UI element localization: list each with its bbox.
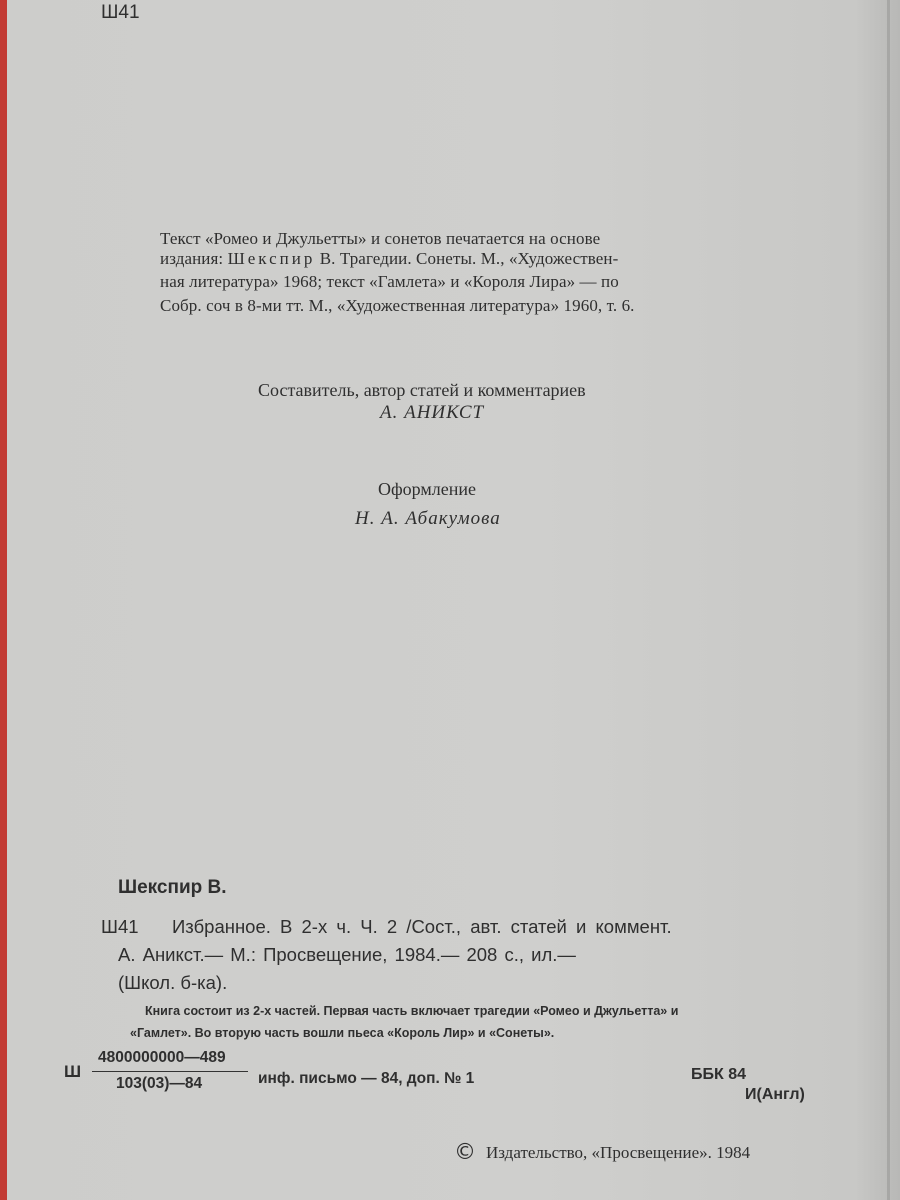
annotation-line-2: «Гамлет». Во вторую часть вошли пьеса «Король Лир» и «Сонеты». bbox=[130, 1026, 555, 1040]
compiler-name: А. АНИКСТ bbox=[380, 402, 485, 423]
source-note-line-1: Текст «Ромео и Джульетты» и сонетов печатается на основе bbox=[160, 229, 601, 248]
copyright-text: Издательство, «Просвещение». 1984 bbox=[486, 1143, 751, 1162]
fraction-line bbox=[92, 1071, 248, 1072]
annotation-line-1: Книга состоит из 2-х частей. Первая часть включает трагедии «Ромео и Джульетта» и bbox=[145, 1004, 679, 1018]
spaced-author-name: Шекспир bbox=[227, 249, 316, 268]
bbk-code: ББК 84 bbox=[691, 1066, 747, 1083]
book-spine-edge bbox=[0, 0, 7, 1200]
compiler-role: Составитель, автор статей и комментариев bbox=[258, 380, 586, 400]
index-denominator: 103(03)—84 bbox=[116, 1075, 203, 1092]
index-numerator: 4800000000—489 bbox=[98, 1049, 226, 1066]
index-letter: Ш bbox=[64, 1062, 82, 1081]
source-note-line-3: ная литература» 1968; текст «Гамлета» и «Короля Лира» — по bbox=[160, 272, 619, 291]
design-name: Н. А. Абакумова bbox=[355, 508, 501, 529]
letter-info: инф. письмо — 84, доп. № 1 bbox=[258, 1070, 475, 1087]
catalog-line-2: А. Аникст.— М.: Просвещение, 1984.— 208 с., ил.— bbox=[118, 944, 576, 965]
catalog-line-3: (Школ. б-ка). bbox=[118, 972, 228, 993]
catalog-author: Шекспир В. bbox=[118, 877, 227, 898]
source-note-line-2: издания: Шекспир В. Трагедии. Сонеты. М., «Художествен- bbox=[160, 249, 619, 268]
top-classification-code: Ш41 bbox=[101, 2, 140, 23]
design-role: Оформление bbox=[378, 479, 477, 499]
catalog-line-1: Избранное. В 2-х ч. Ч. 2 /Сост., авт. статей и коммент. bbox=[172, 916, 672, 937]
bbk-subcode: И(Англ) bbox=[745, 1086, 805, 1103]
catalog-code: Ш41 bbox=[101, 916, 139, 937]
page-edge-shadow bbox=[887, 0, 890, 1200]
source-note-line-4: Собр. соч в 8-ми тт. М., «Художественная литература» 1960, т. 6. bbox=[160, 296, 635, 315]
copyright-icon: © bbox=[454, 1140, 476, 1165]
